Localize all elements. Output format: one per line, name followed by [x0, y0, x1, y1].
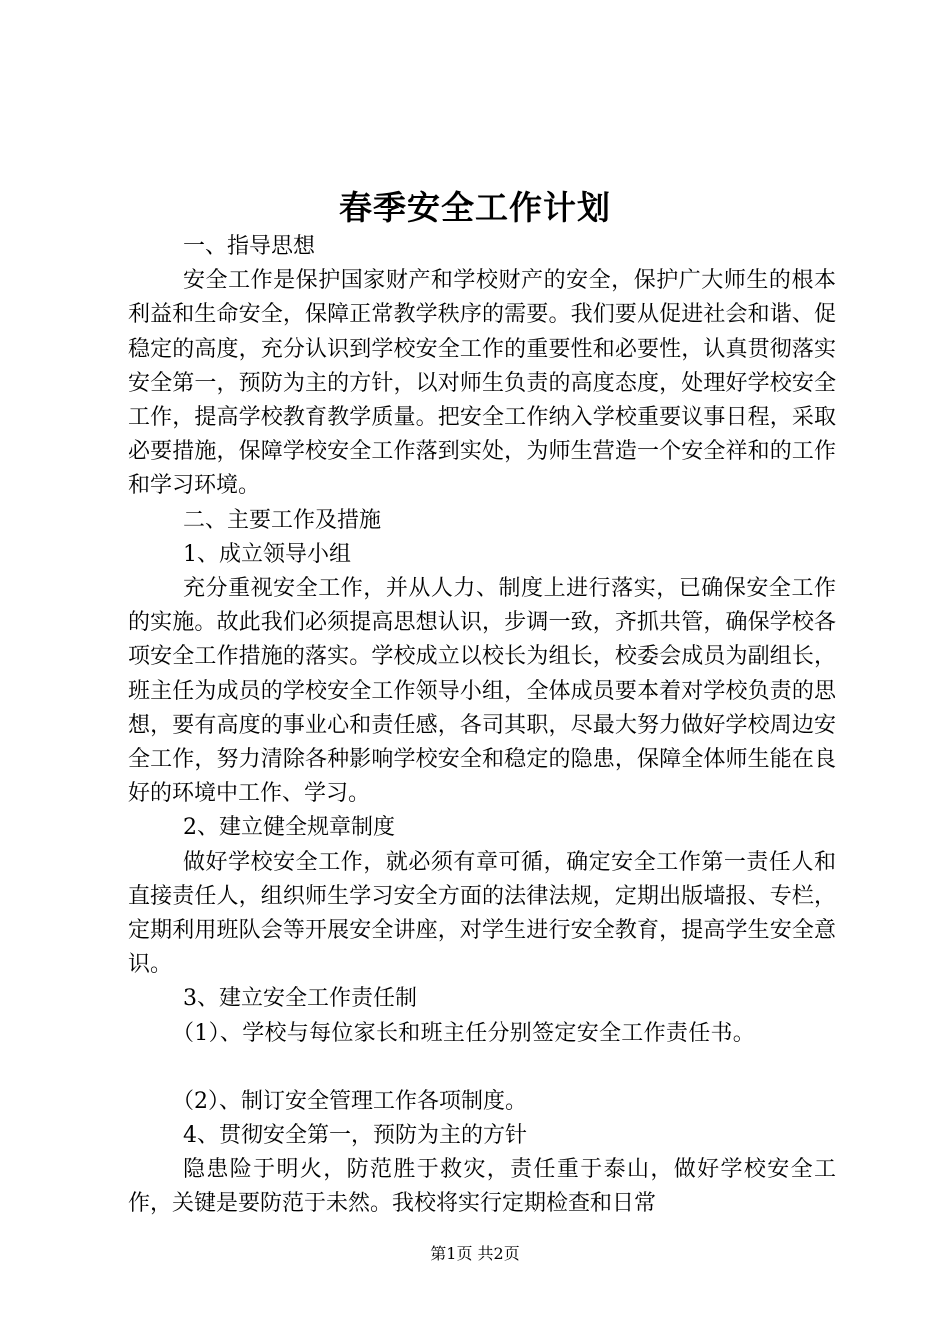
document-title: 春季安全工作计划 [339, 188, 611, 227]
subheading-safety-first: 4、贯彻安全第一，预防为主的方针 [183, 1123, 527, 1149]
list-item-responsibility-2: （2）、制订安全管理工作各项制度。 [172, 1088, 527, 1114]
paragraph-guiding-ideology: 安全工作是保护国家财产和学校财产的安全，保护广大师生的根本利益和生命安全，保障正常教学秩序的需要。我们要从促进社会和谐、促稳定的高度，充分认识到学校安全工作的重要性和必要性，认真贯彻落实安全第一，预防为主的方针，以对师生负责的高度态度，处理好学校安全工作，提高学校教育教学质量。把安全工作纳入学校重要议事日程，采取必要措施，保障学校安全工作落到实处，为师生营造一个安全祥和的工作和学习环境。 [128, 268, 836, 499]
page-footer: 第1页 共2页 [430, 1244, 520, 1263]
paragraph-safety-first: 隐患险于明火，防范胜于救灾，责任重于泰山，做好学校安全工作，关键是要防范于未然。我校将实行定期检查和日常 [128, 1157, 836, 1217]
document-body [128, 230, 836, 1222]
section-heading-main-work: 二、主要工作及措施 [183, 507, 382, 533]
paragraph-leading-group: 充分重视安全工作，并从人力、制度上进行落实，已确保安全工作的实施。故此我们必须提高思想认识，步调一致，齐抓共管，确保学校各项安全工作措施的落实。学校成立以校长为组长，校委会成员为副组长，班主任为成员的学校安全工作领导小组，全体成员要本着对学校负责的思想，要有高度的事业心和责任感，各司其职，尽最大努力做好学校周边安全工作，努力清除各种影响学校安全和稳定的隐患，保障全体师生能在良好的环境中工作、学习。 [128, 576, 836, 807]
subheading-rules-system: 2、建立健全规章制度 [183, 815, 395, 841]
paragraph-rules-system: 做好学校安全工作，就必须有章可循，确定安全工作第一责任人和直接责任人，组织师生学习安全方面的法律法规，定期出版墙报、专栏，定期利用班队会等开展安全讲座，对学生进行安全教育，提高学生安全意识。 [128, 849, 836, 978]
subheading-leading-group: 1、成立领导小组 [183, 541, 351, 567]
list-item-responsibility-1: （1）、学校与每位家长和班主任分别签定安全工作责任书。 [172, 1020, 756, 1046]
section-heading-guiding-ideology: 一、指导思想 [183, 234, 316, 259]
blank-line [128, 1051, 836, 1085]
subheading-responsibility-system: 3、建立安全工作责任制 [183, 986, 417, 1012]
